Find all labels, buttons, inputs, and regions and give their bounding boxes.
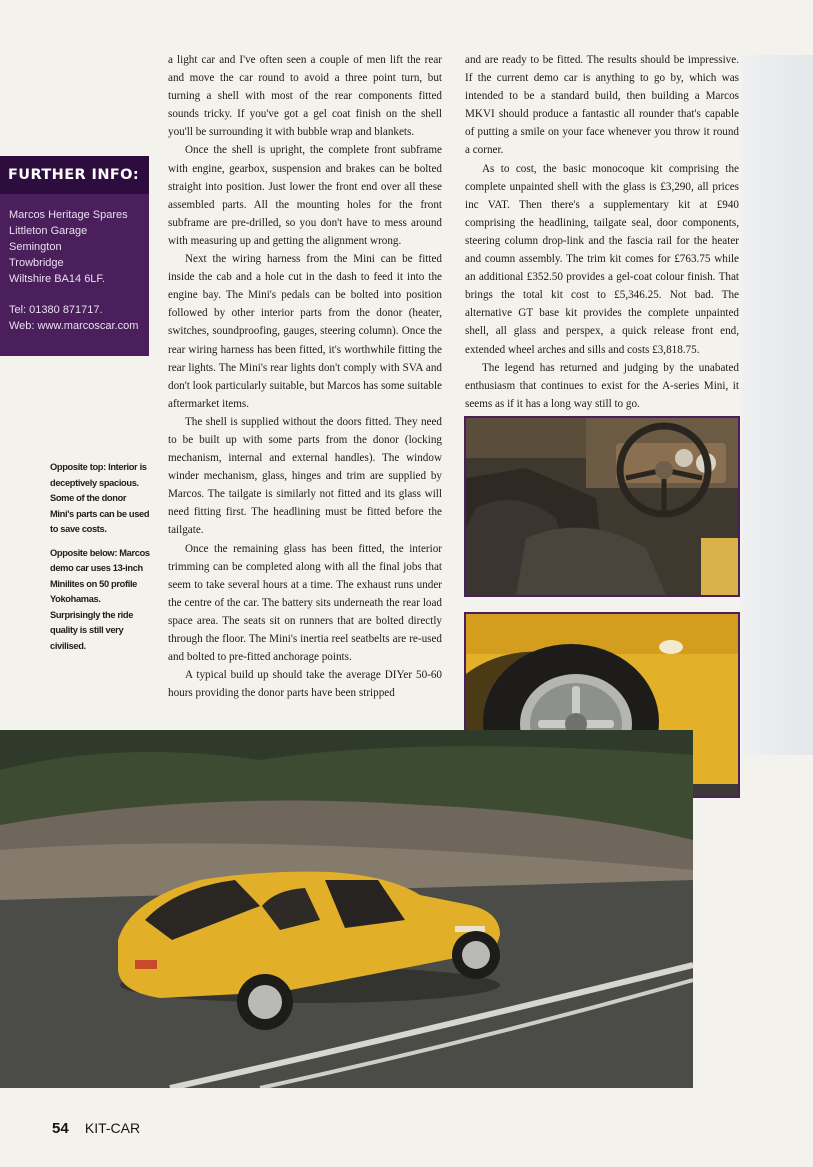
magazine-name: KIT-CAR — [84, 1120, 141, 1136]
address-line: Littleton Garage — [9, 225, 88, 237]
photo-captions — [50, 460, 150, 662]
caption-bottom: Opposite below: Marcos demo car uses 13-inch Minilites on 50 profile Yokohamas. Surprisingly the ride quality is still very civilised. — [50, 547, 150, 651]
paragraph: As to cost, the basic monocoque kit comprising the complete unpainted shell with the glass is £3,290, all prices inc VAT. Then there's a supplementary kit at £940 comprising the headlining, tailgate seal, door components, steering column drop-link and the fascia rail for the heater and coumn assembly. The trim kit comes for £763.75 while an additional £352.50 provides a gel-coat colour finish. That brings the total kit cost to £5,346.25. Not bad. The alternative GT base kit provides the complete unpainted shell, all glass and perspex, a quick release front end, extended wheel arches and sills and costs £3,818.75. — [465, 162, 739, 356]
address-line: Wiltshire BA14 6LF. — [9, 273, 105, 285]
caption-top: Opposite top: Interior is deceptively spacious. Some of the donor Mini's parts can be used to save costs. — [50, 462, 150, 534]
telephone: Tel: 01380 871717. — [9, 304, 103, 316]
article-column-left — [168, 51, 442, 702]
interior-photo — [464, 416, 740, 597]
further-info-box — [0, 156, 149, 356]
address-line: Trowbridge — [9, 257, 64, 269]
paragraph: The legend has returned and judging by the unabated enthusiasm that continues to exist for the A-series Mini, it seems as if it has a long way still to go. — [465, 361, 739, 410]
page-footer — [52, 1120, 140, 1137]
facing-page-edge — [742, 55, 813, 755]
paragraph: and are ready to be fitted. The results should be impressive. If the current demo car is anything to go by, which was intended to be a standard build, then building a Marcos MKVI should produce a fantastic all rounder that's capable of putting a smile on your face whenever you throw it round a corner. — [465, 54, 739, 157]
further-info-heading: FURTHER INFO: — [0, 156, 149, 194]
paragraph: Once the remaining glass has been fitted, the interior trimming can be completed along with all the final jobs that seem to take several hours at a time. The exhaust runs under the centre of the car. The battery sits underneath the rear load space area. The seats sit on runners that are bolted directly through the floor. The Mini's inertia reel seatbelts are re-used and bolted to pre-fitted anchorage points. — [168, 542, 442, 664]
article-column-right — [465, 51, 739, 413]
paragraph: The shell is supplied without the doors fitted. They need to be built up with some parts from the donor (locking mechanism, internal and external handles). The window winder mechanism, glass, hinges and trim are supplied by Marcos. The tailgate is similarly not fitted and its glass will need fitting first. The headlining must be fitted before the tailgate. — [168, 415, 442, 537]
paragraph: A typical build up should take the average DIYer 50-60 hours providing the donor parts have been stripped — [168, 669, 442, 700]
paragraph: Once the shell is upright, the complete front subframe with engine, gearbox, suspension and brakes can be bolted straight into position. Just lower the front end over all these assembled parts. All the mounting holes for the front subframe are pre-drilled, so you don't have to mess around with measuring up and getting the alignment wrong. — [168, 144, 442, 247]
paragraph: Next the wiring harness from the Mini can be fitted inside the cab and a hole cut in the dash to feed it into the engine bay. The Mini's pedals can be bolted into position followed by other interior parts from the donor (heater, switches, soundproofing, gauges, steering column). Once the rear wiring harness has been fitted, it's worthwhile fitting the rear lights. The Mini's rear lights don't comply with SVA and don't look particularly suitable, but Marcos has some suitable aftermarket items. — [168, 253, 442, 410]
page-number: 54 — [52, 1120, 69, 1137]
website: Web: www.marcoscar.com — [9, 320, 139, 332]
further-info-body — [9, 207, 147, 334]
car-on-road-photo — [0, 730, 693, 1088]
address-line: Semington — [9, 241, 62, 253]
paragraph: a light car and I've often seen a couple of men lift the rear and move the car round to avoid a three point turn, but turning a shell with most of the rear components fitted sounds tricky. If you've got a gel coat finish on the shell you'll be surrounding it with bubble wrap and blankets. — [168, 54, 442, 139]
address-line: Marcos Heritage Spares — [9, 209, 128, 221]
